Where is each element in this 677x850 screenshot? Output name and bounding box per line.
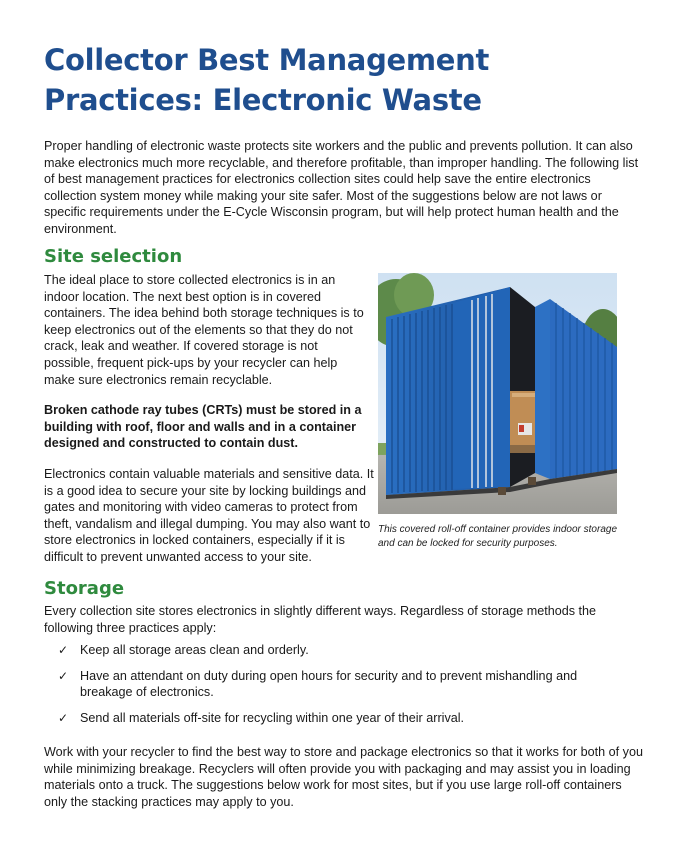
recycler-paragraph: Work with your recycler to find the best way to store and package electronics so that it works for both of you while minimizing breakage. Recyclers will often provide you with packaging and may assist you in loading materials onto a truck. The suggestions below work for most sites, but if you use large roll-off containers only the stacking practices may apply to you.: [44, 745, 643, 809]
list-item-text: Send all materials off-site for recycling within one year of their arrival.: [80, 710, 465, 725]
list-item-text: Keep all storage areas clean and orderly.: [80, 643, 309, 657]
list-item: [56, 642, 626, 659]
list-item: [56, 668, 626, 701]
security-paragraph: Electronics contain valuable materials and sensitive data. It is a good idea to secure your site by locking buildings and gates and monitoring with video cameras to protect from theft, vandalism and illegal dumping. You may also want to store electronics in locked containers, especially if it is difficult to prevent unwanted access to your site.: [44, 467, 374, 564]
intro-paragraph: Proper handling of electronic waste protects site workers and the public and prevents pollution. It can also make electronics much more recyclable, and therefore profitable, than improper handling. The following list of best management practices for electronics collection sites could help save the entire electronics collection system money while making your site safer. Most of the suggestions below are not laws or specific requirements under the E-Cycle Wisconsin program, but will help protect human health and the environment.: [44, 139, 639, 236]
storage-paragraph: Every collection site stores electronics in slightly different ways. Regardless of storage methods the following three practices apply:: [44, 604, 597, 635]
site-selection-heading: Site selection: [44, 246, 183, 267]
checkmark-icon: ✓: [58, 668, 69, 683]
crt-warning-paragraph: Broken cathode ray tubes (CRTs) must be stored in a building with roof, floor and walls and in a container designed and constructed to contain dust.: [44, 403, 362, 451]
checkmark-icon: ✓: [58, 710, 69, 725]
page-title: Collector Best Management Practices: Electronic Waste: [44, 43, 490, 117]
list-item: [56, 710, 626, 727]
container-photo: [378, 273, 617, 514]
storage-heading: Storage: [44, 578, 125, 599]
site-selection-paragraph-1: The ideal place to store collected electronics is in an indoor location. The next best option is in covered containers. The idea behind both storage techniques is to keep electronics out of the elements so that they do not crack, leak and weather. If covered storage is not possible, frequent pick-ups by your recycler can help make sure electronics remain recyclable.: [44, 273, 364, 387]
list-item-text: Have an attendant on duty during open hours for security and to prevent mishandling and breakage of electronics.: [80, 668, 578, 700]
storage-practices-list: [56, 642, 626, 726]
checkmark-icon: ✓: [58, 643, 69, 657]
photo-caption: This covered roll-off container provides indoor storage and can be locked for security purposes.: [378, 524, 618, 549]
